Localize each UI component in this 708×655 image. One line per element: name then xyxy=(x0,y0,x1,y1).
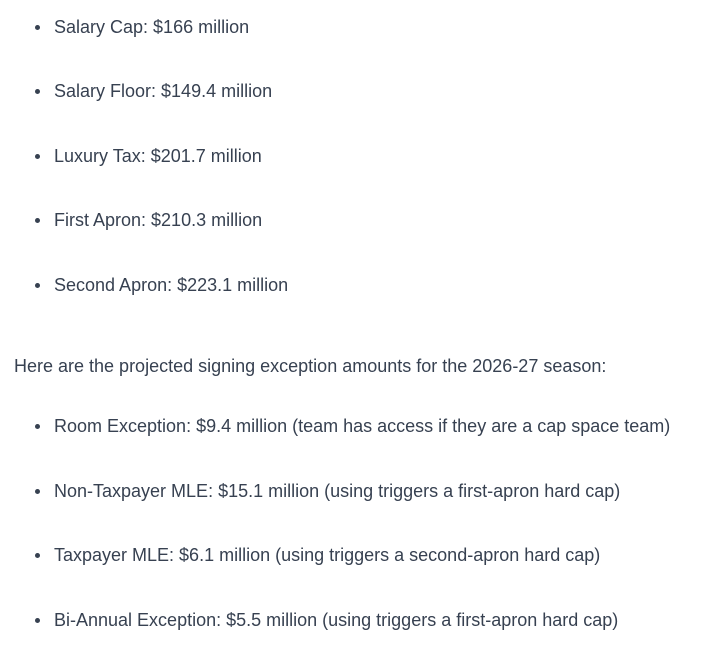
list-item-bi-annual-exception: Bi-Annual Exception: $5.5 million (using triggers a first-apron hard cap) xyxy=(54,610,619,630)
list-item-non-taxpayer-mle: Non-Taxpayer MLE: $15.1 million (using triggers a first-apron hard cap) xyxy=(54,481,621,501)
list-item-salary-floor: Salary Floor: $149.4 million xyxy=(54,81,273,101)
list-item-first-apron: First Apron: $210.3 million xyxy=(54,210,263,230)
list-item-second-apron: Second Apron: $223.1 million xyxy=(54,275,289,295)
list-item-luxury-tax: Luxury Tax: $201.7 million xyxy=(54,146,262,166)
exceptions-intro-paragraph: Here are the projected signing exception amounts for the 2026-27 season: xyxy=(14,356,607,376)
list-item-taxpayer-mle: Taxpayer MLE: $6.1 million (using triggers a second-apron hard cap) xyxy=(54,545,601,565)
list-item-salary-cap: Salary Cap: $166 million xyxy=(54,17,250,37)
list-item-room-exception: Room Exception: $9.4 million (team has access if they are a cap space team) xyxy=(54,416,671,436)
